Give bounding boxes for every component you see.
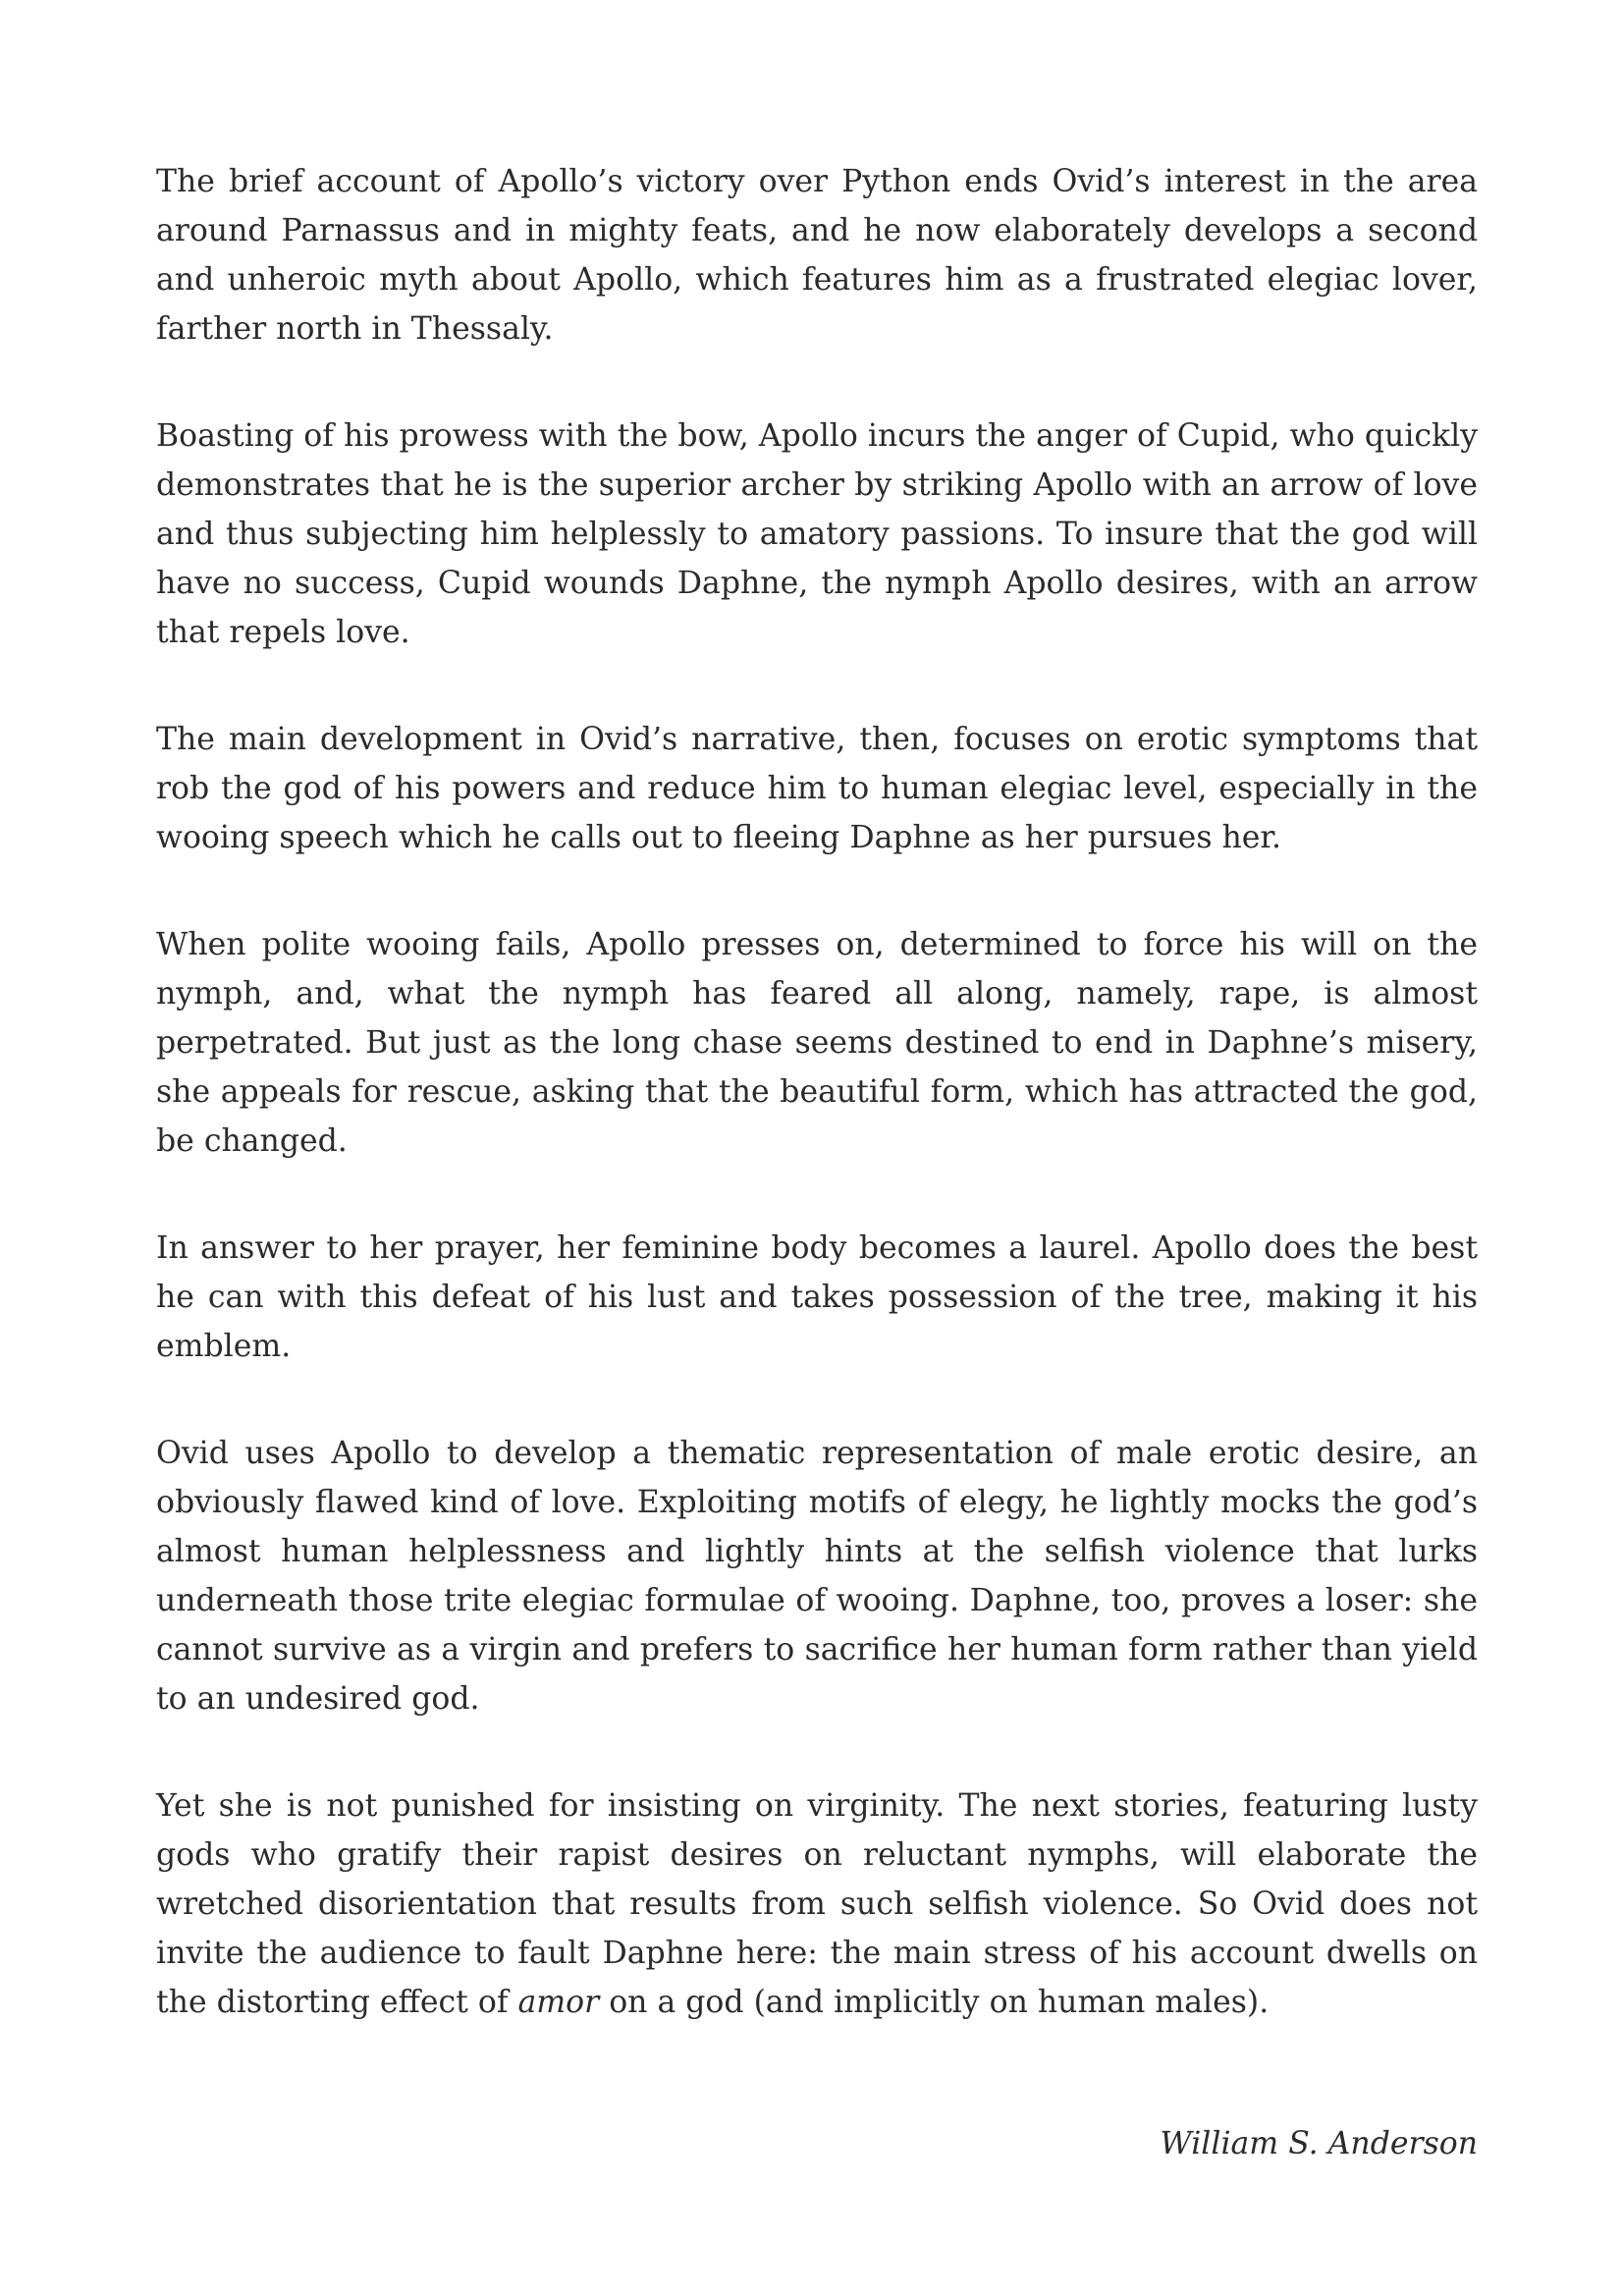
author-signature: William S. Anderson [1160, 2126, 1478, 2161]
essay-body [156, 157, 1478, 2027]
paragraph-1: The brief account of Apollo’s victory over Python ends Ovid’s interest in the area around Parnassus and in mighty feats, and he now elaborately develops a second and unheroic myth about Apollo, which features him as a frustrated elegiac lover, farther north in Thessaly. [156, 164, 1478, 347]
paragraph-2: Boasting of his prowess with the bow, Apollo incurs the anger of Cupid, who quickly demonstrates that he is the superior archer by striking Apollo with an arrow of love and thus subjecting him helplessly to amatory passions. To insure that the god will have no success, Cupid wounds Daphne, the nymph Apollo desires, with an arrow that repels love. [156, 418, 1478, 650]
paragraph-3: The main development in Ovid’s narrative, then, focuses on erotic symptoms that rob the god of his powers and reduce him to human elegiac level, especially in the wooing speech which he calls out to fleeing Daphne as her pursues her. [156, 722, 1478, 855]
paragraph-6: Ovid uses Apollo to develop a thematic representation of male erotic desire, an obviously flawed kind of love. Exploiting motifs of elegy, he lightly mocks the god’s almost human helplessness and lightly hints at the selfish violence that lurks underneath those trite elegiac formulae of wooing. Daphne, too, proves a loser: she cannot survive as a virgin and prefers to sacrifice her human form rather than yield to an undesired god. [156, 1436, 1478, 1717]
paragraph-5: In answer to her prayer, her feminine body becomes a laurel. Apollo does the best he can with this defeat of his lust and takes possession of the tree, making it his emblem. [156, 1230, 1478, 1364]
paragraph-7-text-end: on a god (and implicitly on human males). [599, 1985, 1270, 2020]
latin-term-amor: amor [517, 1985, 600, 2020]
paragraph-7-text-start: Yet she is not punished for insisting on virginity. The next stories, featuring lusty gods who gratify their rapist desires on reluctant nymphs, will elaborate the wretched disorientation that results from such selfish violence. So Ovid does not invite the audience to fault Daphne here: the main stress of his account dwells on the distorting effect of [156, 1788, 1478, 2020]
paragraph-4: When polite wooing fails, Apollo presses on, determined to force his will on the nymph, and, what the nymph has feared all along, namely, rape, is almost perpetrated. But just as the long chase seems destined to end in Daphne’s misery, she appeals for rescue, asking that the beautiful form, which has attracted the god, be changed. [156, 927, 1478, 1159]
paragraph-7 [156, 1781, 1478, 2027]
